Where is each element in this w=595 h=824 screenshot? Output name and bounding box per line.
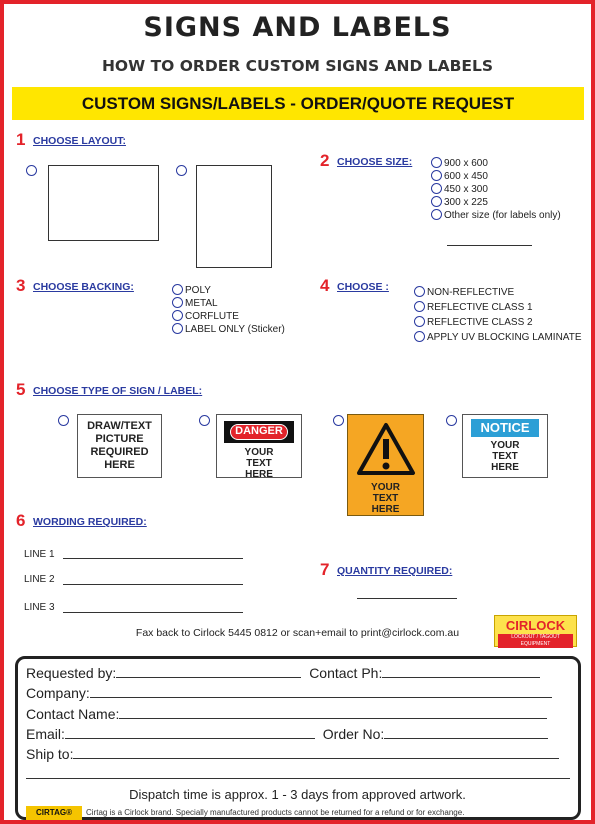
finish-option-uv[interactable] (414, 331, 582, 343)
section-1-title: CHOOSE LAYOUT: (33, 135, 126, 147)
email-label: Email: (26, 726, 65, 742)
size-other-label: Other size (for labels only) (444, 210, 561, 221)
form-row-requested (26, 665, 540, 681)
section-2-number: 2 (320, 151, 330, 170)
warning-here: HERE (371, 504, 400, 515)
danger-your: YOUR (244, 447, 274, 458)
finish-class2-radio[interactable] (414, 316, 425, 327)
layout-landscape-radio[interactable] (26, 165, 37, 176)
cirlock-logo (494, 615, 577, 647)
sign-type-notice-radio[interactable] (446, 415, 457, 426)
backing-label-text: LABEL ONLY (Sticker) (185, 324, 285, 335)
ship-to-input[interactable] (73, 747, 559, 759)
finish-uv-label: APPLY UV BLOCKING LAMINATE (427, 332, 582, 343)
danger-here: HERE (245, 469, 273, 480)
ship-to-label: Ship to: (26, 746, 74, 762)
wording-line-2-input[interactable] (63, 584, 243, 585)
contact-ph-input[interactable] (382, 666, 540, 678)
notice-header: NOTICE (471, 419, 539, 437)
sign-type-warning-box (347, 414, 424, 516)
backing-option-corflute[interactable] (172, 310, 239, 322)
size-option-300x225[interactable] (431, 196, 488, 208)
notice-your: YOUR (490, 440, 520, 451)
size-option-other[interactable] (431, 209, 561, 221)
warning-text: TEXT (372, 493, 399, 504)
form-row-email (26, 726, 548, 742)
sign-type-warning-radio[interactable] (333, 415, 344, 426)
section-5-title: CHOOSE TYPE OF SIGN / LABEL: (33, 385, 203, 397)
notice-here: HERE (491, 462, 519, 473)
sign-type-danger-radio[interactable] (199, 415, 210, 426)
fax-instructions: Fax back to Cirlock 5445 0812 or scan+email to print@cirlock.com.au (135, 627, 460, 639)
danger-text: TEXT (246, 458, 272, 469)
finish-option-class1[interactable] (414, 301, 533, 313)
return-policy-note: Cirtag is a Cirlock brand. Specially manufactured products cannot be returned for a refund or for exchange. (86, 808, 465, 817)
danger-header (224, 421, 294, 443)
size-900x600-radio[interactable] (431, 157, 442, 168)
warning-triangle-icon (356, 421, 416, 477)
requested-by-input[interactable] (116, 666, 301, 678)
size-900x600-label: 900 x 600 (444, 158, 488, 169)
size-300x225-label: 300 x 225 (444, 197, 488, 208)
size-450x300-label: 450 x 300 (444, 184, 488, 195)
section-3-title: CHOOSE BACKING: (33, 281, 134, 293)
logo-name: CIRLOCK (505, 618, 566, 633)
backing-label-radio[interactable] (172, 323, 183, 334)
email-input[interactable] (65, 727, 315, 739)
ship-to-input-line-2[interactable] (26, 778, 570, 779)
backing-poly-radio[interactable] (172, 284, 183, 295)
section-5-number: 5 (16, 380, 26, 399)
size-600x450-radio[interactable] (431, 170, 442, 181)
section-7-title: QUANTITY REQUIRED: (337, 565, 453, 577)
sign-type-danger-box (216, 414, 302, 478)
backing-corflute-radio[interactable] (172, 310, 183, 321)
layout-landscape-box (48, 165, 159, 241)
finish-non-reflective-radio[interactable] (414, 286, 425, 297)
notice-text: TEXT (492, 451, 518, 462)
size-other-radio[interactable] (431, 209, 442, 220)
page-subtitle: HOW TO ORDER CUSTOM SIGNS AND LABELS (101, 57, 494, 75)
order-no-input[interactable] (384, 727, 548, 739)
backing-option-label[interactable] (172, 323, 285, 335)
sign-type-draw-box (77, 414, 162, 478)
layout-portrait-radio[interactable] (176, 165, 187, 176)
finish-option-non-reflective[interactable] (414, 286, 514, 298)
size-option-900x600[interactable] (431, 157, 488, 169)
finish-uv-radio[interactable] (414, 331, 425, 342)
form-row-ship-to (26, 746, 559, 762)
section-2-title: CHOOSE SIZE: (337, 156, 413, 168)
section-6-number: 6 (16, 511, 26, 530)
contact-name-input[interactable] (119, 707, 547, 719)
size-600x450-label: 600 x 450 (444, 171, 488, 182)
form-row-contact-name (26, 706, 547, 722)
layout-portrait-box (196, 165, 272, 268)
contact-ph-label: Contact Ph: (309, 665, 383, 681)
draw-line-2: PICTURE (95, 433, 144, 445)
backing-metal-radio[interactable] (172, 297, 183, 308)
sign-type-draw-radio[interactable] (58, 415, 69, 426)
form-row-company (26, 685, 552, 701)
wording-line-3-label: LINE 3 (24, 602, 55, 613)
wording-line-1-input[interactable] (63, 558, 243, 559)
contact-name-label: Contact Name: (26, 706, 120, 722)
finish-non-reflective-label: NON-REFLECTIVE (427, 287, 515, 298)
backing-metal-label: METAL (185, 298, 218, 309)
section-4-title: CHOOSE : (337, 281, 389, 293)
sign-type-notice-box (462, 414, 548, 478)
size-option-450x300[interactable] (431, 183, 488, 195)
logo-tagline: LOCKOUT / TAGOUT EQUIPMENT (498, 634, 573, 648)
finish-class2-label: REFLECTIVE CLASS 2 (427, 317, 533, 328)
draw-line-4: HERE (104, 459, 135, 471)
finish-class1-label: REFLECTIVE CLASS 1 (427, 302, 533, 313)
draw-line-1: DRAW/TEXT (87, 420, 152, 432)
cirtag-logo: CIRTAG® (26, 806, 82, 820)
order-no-label: Order No: (322, 726, 385, 742)
backing-option-metal[interactable] (172, 297, 218, 309)
company-label: Company: (26, 685, 90, 701)
size-300x225-radio[interactable] (431, 196, 442, 207)
dispatch-note: Dispatch time is approx. 1 - 3 days from approved artwork. (129, 787, 466, 802)
wording-line-2-label: LINE 2 (24, 574, 55, 585)
backing-option-poly[interactable] (172, 284, 211, 296)
finish-class1-radio[interactable] (414, 301, 425, 312)
section-1-number: 1 (16, 130, 26, 149)
order-banner: CUSTOM SIGNS/LABELS - ORDER/QUOTE REQUEST (12, 87, 584, 120)
quantity-input[interactable] (357, 598, 457, 599)
wording-line-1-label: LINE 1 (24, 549, 55, 560)
other-size-input[interactable] (447, 245, 532, 246)
size-option-600x450[interactable] (431, 170, 488, 182)
section-3-number: 3 (16, 276, 26, 295)
finish-option-class2[interactable] (414, 316, 533, 328)
page-title: SIGNS AND LABELS (143, 12, 452, 43)
company-input[interactable] (90, 686, 552, 698)
section-4-number: 4 (320, 276, 330, 295)
size-450x300-radio[interactable] (431, 183, 442, 194)
backing-poly-label: POLY (185, 285, 211, 296)
section-7-number: 7 (320, 560, 330, 579)
section-6-title: WORDING REQUIRED: (33, 516, 147, 528)
wording-line-3-input[interactable] (63, 612, 243, 613)
warning-your: YOUR (371, 482, 400, 493)
backing-corflute-label: CORFLUTE (185, 311, 239, 322)
requested-by-label: Requested by: (26, 665, 117, 681)
danger-pill: DANGER (230, 424, 288, 440)
draw-line-3: REQUIRED (90, 446, 149, 458)
